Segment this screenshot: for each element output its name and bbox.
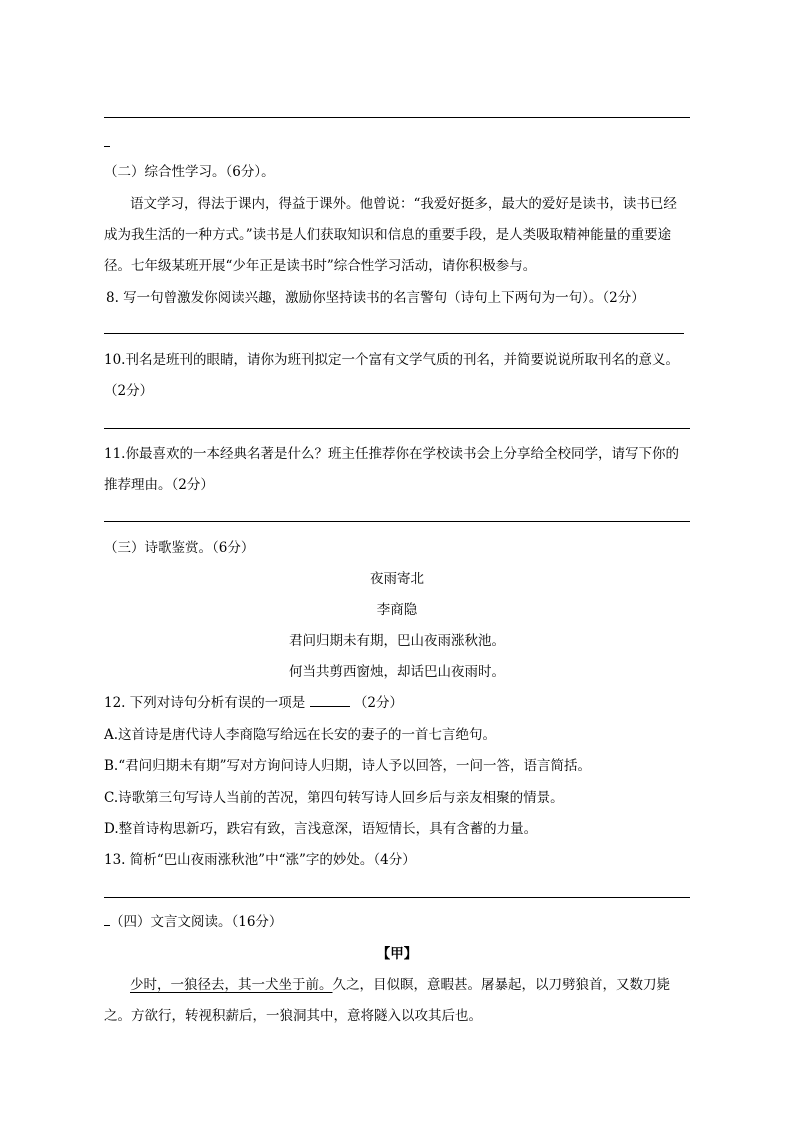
poem-title: 夜雨寄北 xyxy=(370,571,424,587)
poem-line-1: 君问归期未有期，巴山夜雨涨秋池。 xyxy=(289,633,505,649)
question-11-line-2: 推荐理由。（2分） xyxy=(104,477,214,493)
section-4-title xyxy=(104,913,282,931)
question-12-score: （2分） xyxy=(353,695,403,711)
poem-line-2: 何当共剪西窗烛，却话巴山夜雨时。 xyxy=(289,664,505,680)
passage-line-1-rest: 久之，目似瞑，意暇甚。屠暴起，以刀劈狼首，又数刀毙 xyxy=(332,977,670,993)
question-10-line-2: （2分） xyxy=(104,383,154,399)
passage-line-2: 之。方欲行，转视积薪后，一狼洞其中，意将隧入以攻其后也。 xyxy=(104,1008,482,1024)
section-2-title: （二）综合性学习。（6分）。 xyxy=(104,164,275,180)
option-b: B.“君问归期未有期”写对方询问诗人归期，诗人予以回答，一问一答，语言简括。 xyxy=(104,758,592,774)
answer-line-top xyxy=(104,117,690,118)
answer-line-q8[interactable] xyxy=(104,333,684,334)
answer-line-q11[interactable] xyxy=(104,521,690,522)
section-3-title: （三）诗歌鉴赏。（6分） xyxy=(104,540,255,556)
option-d: D.整首诗构思新巧，跌宕有致，言浅意深，语短情长，具有含蓄的力量。 xyxy=(104,821,538,837)
passage-line-1 xyxy=(130,976,670,994)
sec2-paragraph-line-1: 语文学习，得法于课内，得益于课外。他曾说：“我爱好挺多，最大的爱好是读书，读书已经 xyxy=(130,196,677,212)
question-13: 13. 简析“巴山夜雨涨秋池”中“涨”字的妙处。（4分） xyxy=(104,852,416,868)
sec2-paragraph-line-2: 成为我生活的一种方式。”读书是人们获取知识和信息的重要手段，是人类吸取精神能量的重要途 xyxy=(104,227,672,243)
section-4-title-text: （四）文言文阅读。（16分） xyxy=(110,914,283,930)
poem-author: 李商隐 xyxy=(376,602,418,618)
passage-jia-label: 【甲】 xyxy=(376,946,418,962)
question-12-text: 12. 下列对诗句分析有误的一项是 xyxy=(104,695,306,711)
answer-line-q13[interactable] xyxy=(104,897,690,898)
option-c: C.诗歌第三句写诗人当前的苦况，第四句转写诗人回乡后与亲友相聚的情景。 xyxy=(104,790,564,806)
option-a: A.这首诗是唐代诗人李商隐写给远在长安的妻子的一首七言绝句。 xyxy=(104,727,497,743)
question-8: 8. 写一句曾激发你阅读兴趣，激励你坚持读书的名言警句（诗句上下两句为一句）。（2分） xyxy=(106,290,645,306)
question-10-line-1: 10.刊名是班刊的眼睛，请你为班刊拟定一个富有文学气质的刊名，并简要说说所取刊名的意义。 xyxy=(104,352,679,368)
stray-mark xyxy=(104,134,110,147)
answer-blank-q12[interactable] xyxy=(310,694,350,707)
underlined-sentence: 少时，一狼径去，其一犬坐于前。 xyxy=(130,977,333,993)
answer-line-q10[interactable] xyxy=(104,428,690,429)
question-12 xyxy=(104,694,403,712)
question-11-line-1: 11.你最喜欢的一本经典名著是什么？班主任推荐你在学校读书会上分享给全校同学，请写下你的 xyxy=(104,446,679,462)
sec2-paragraph-line-3: 径。七年级某班开展“少年正是读书时”综合性学习活动，请你积极参与。 xyxy=(104,258,537,274)
